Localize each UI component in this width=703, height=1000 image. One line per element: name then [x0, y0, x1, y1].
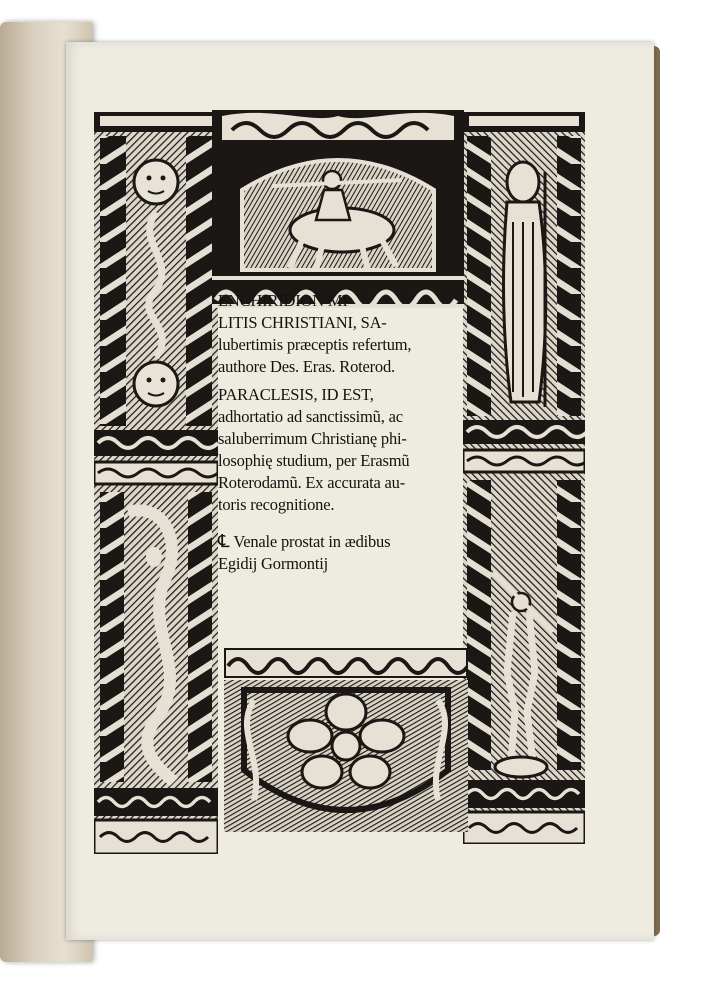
title-text-block — [218, 290, 468, 575]
title-line: LITIS CHRISTIANI, SA- — [218, 313, 387, 332]
paraclesis-line: PARACLESIS, ID EST, — [218, 385, 374, 404]
top-arch-woodcut — [212, 110, 464, 286]
title-line: authore Des. Eras. Roterod. — [218, 357, 395, 376]
bottom-cartouche-woodcut — [224, 680, 468, 832]
paraclesis-line: toris recognitione. — [218, 495, 335, 514]
title-line: ENCHIRIDION MI- — [218, 291, 353, 310]
paraclesis-line: saluberrimum Christianę phi- — [218, 429, 407, 448]
paraclesis-line: Roterodamũ. Ex accurata au- — [218, 473, 406, 492]
title-section — [218, 290, 468, 378]
ornament-band-bottom — [224, 648, 468, 678]
imprint-line — [218, 530, 468, 553]
imprint-section — [218, 530, 468, 575]
right-border-woodcut — [463, 112, 585, 844]
left-border-woodcut — [94, 112, 218, 854]
paraclesis-line: adhortatio ad sanctissimũ, ac — [218, 407, 403, 426]
paraclesis-section — [218, 384, 468, 516]
pilcrow-icon: ℄ — [218, 531, 230, 551]
imprint-line: Egidij Gormontij — [218, 554, 329, 573]
imprint-text: Venale prostat in ædibus — [233, 532, 391, 551]
paraclesis-line: losophię studium, per Erasmũ — [218, 451, 410, 470]
title-line: lubertimis præceptis refertum, — [218, 335, 412, 354]
